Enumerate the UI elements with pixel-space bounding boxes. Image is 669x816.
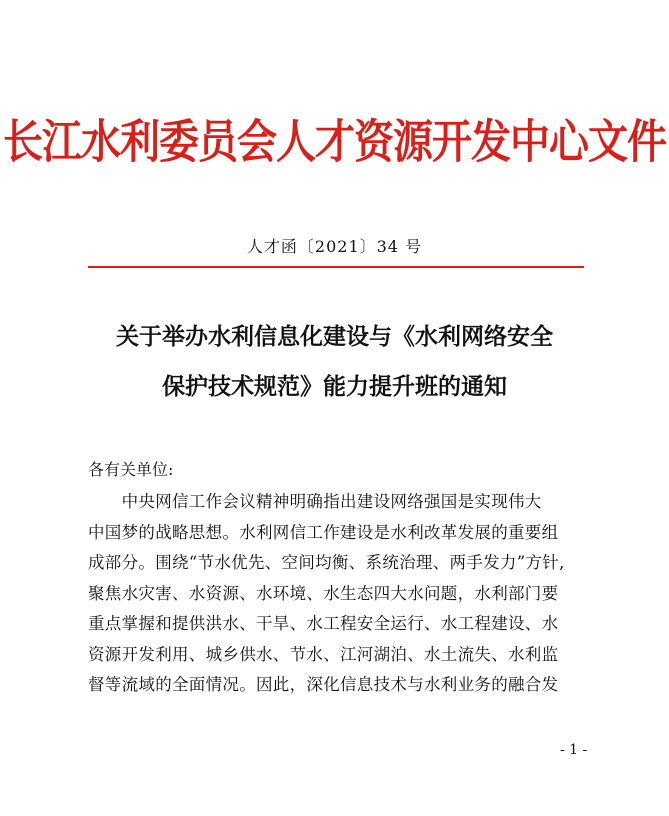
- body-line: 重点掌握和提供洪水、干旱、水工程安全运行、水工程建设、水: [88, 614, 559, 633]
- page-number: - 1 -: [560, 742, 588, 758]
- issuer-header-title: 长江水利委员会人才资源开发中心文件: [3, 114, 666, 169]
- red-divider-line: [88, 266, 584, 268]
- document-title-line-2: 保护技术规范》能力提升班的通知: [162, 373, 507, 400]
- body-line: 中国梦的战略思想。水利网信工作建设是水利改革发展的重要组: [88, 522, 559, 542]
- document-title-line-1: 关于举办水利信息化建设与《水利网络安全: [116, 323, 553, 350]
- body-line: 督等流域的全面情况。因此，深化信息技术与水利业务的融合发: [88, 675, 559, 694]
- document-number: 人才函〔2021〕34 号: [246, 237, 423, 256]
- body-line: 成部分。围绕“节水优先、空间均衡、系统治理、两手发力”方针,: [88, 553, 565, 572]
- salutation: 各有关单位:: [88, 460, 174, 479]
- body-line: 中央网信工作会议精神明确指出建设网络强国是实现伟大: [88, 492, 542, 511]
- body-line: 资源开发利用、城乡供水、节水、江河湖泊、水土流失、水利监: [88, 644, 559, 664]
- body-line: 聚焦水灾害、水资源、水环境、水生态四大水问题，水利部门要: [88, 583, 559, 603]
- body-paragraph: [88, 487, 588, 701]
